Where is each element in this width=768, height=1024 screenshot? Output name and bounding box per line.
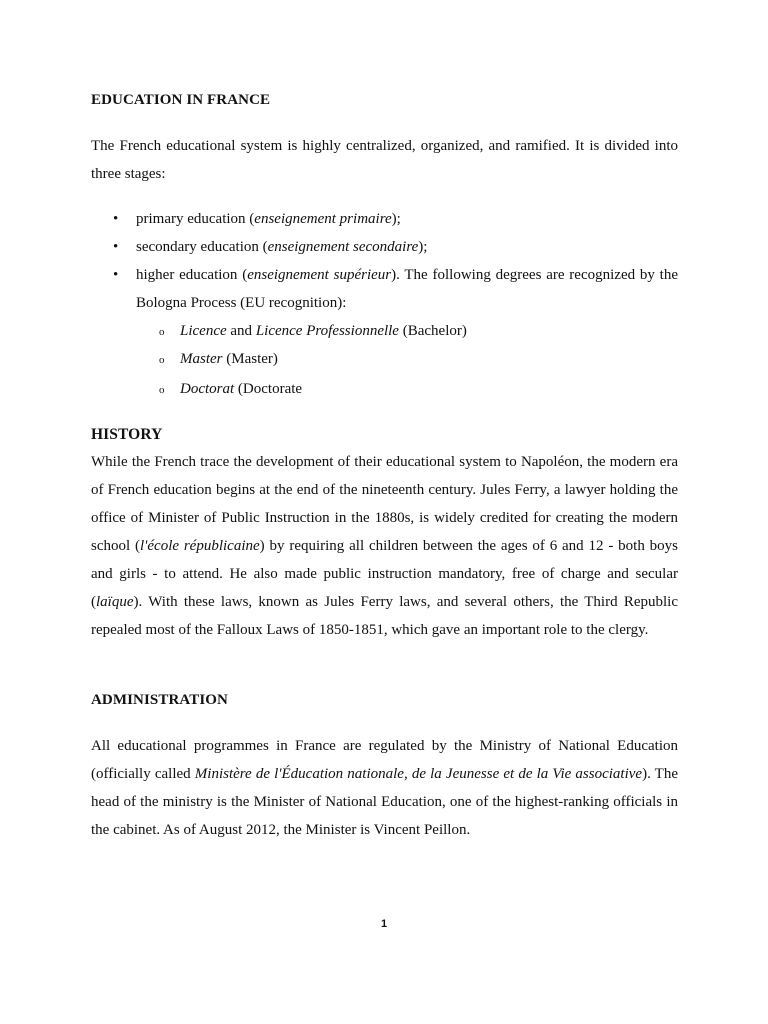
stage-text: secondary education (enseignement secondaire); [136, 239, 428, 255]
bullet-icon: • [113, 211, 119, 227]
sub-bullet-icon: o [159, 326, 165, 338]
degree-text: Doctorat (Doctorate [180, 381, 303, 397]
degree-text: Master (Master) [180, 351, 278, 367]
stage-text: higher education (enseignement supérieur). The following degrees are recognized by the Bologna Process (EU recognition): [136, 267, 678, 311]
stage-text: primary education (enseignement primaire); [136, 211, 401, 227]
history-paragraph: While the French trace the development of their educational system to Napoléon, the modern era of French education begins at the end of the nineteenth century. Jules Ferry, a lawyer holding the office of Minister of Public Instruction in the 1880s, is widely credited for creating the modern school (l'école républicaine) by requiring all children between the ages of 6 and 12 - both boys and girls - to attend. He also made public instruction mandatory, free of charge and secular (laïque). With these laws, known as Jules Ferry laws, and several others, the Third Republic repealed most of the Falloux Laws of 1850-1851, which gave an important role to the clergy. [91, 454, 678, 638]
administration-heading: ADMINISTRATION [91, 692, 228, 708]
page-title: EDUCATION IN FRANCE [91, 92, 271, 108]
page-number: 1 [380, 918, 388, 930]
administration-paragraph: All educational programmes in France are regulated by the Ministry of National Education (officially called Ministère de l'Éducation nationale, de la Jeunesse et de la Vie associative). The head of the ministry is the Minister of National Education, one of the highest-ranking officials in the cabinet. As of August 2012, the Minister is Vincent Peillon. [91, 738, 679, 838]
intro-paragraph: The French educational system is highly centralized, organized, and ramified. It is divided into three stages: [91, 138, 678, 182]
bullet-icon: • [113, 239, 119, 255]
sub-bullet-icon: o [159, 354, 165, 366]
history-heading: HISTORY [91, 426, 163, 443]
sub-bullet-icon: o [159, 384, 165, 396]
bullet-icon: • [113, 267, 119, 283]
degree-text: Licence and Licence Professionnelle (Bachelor) [180, 323, 467, 339]
